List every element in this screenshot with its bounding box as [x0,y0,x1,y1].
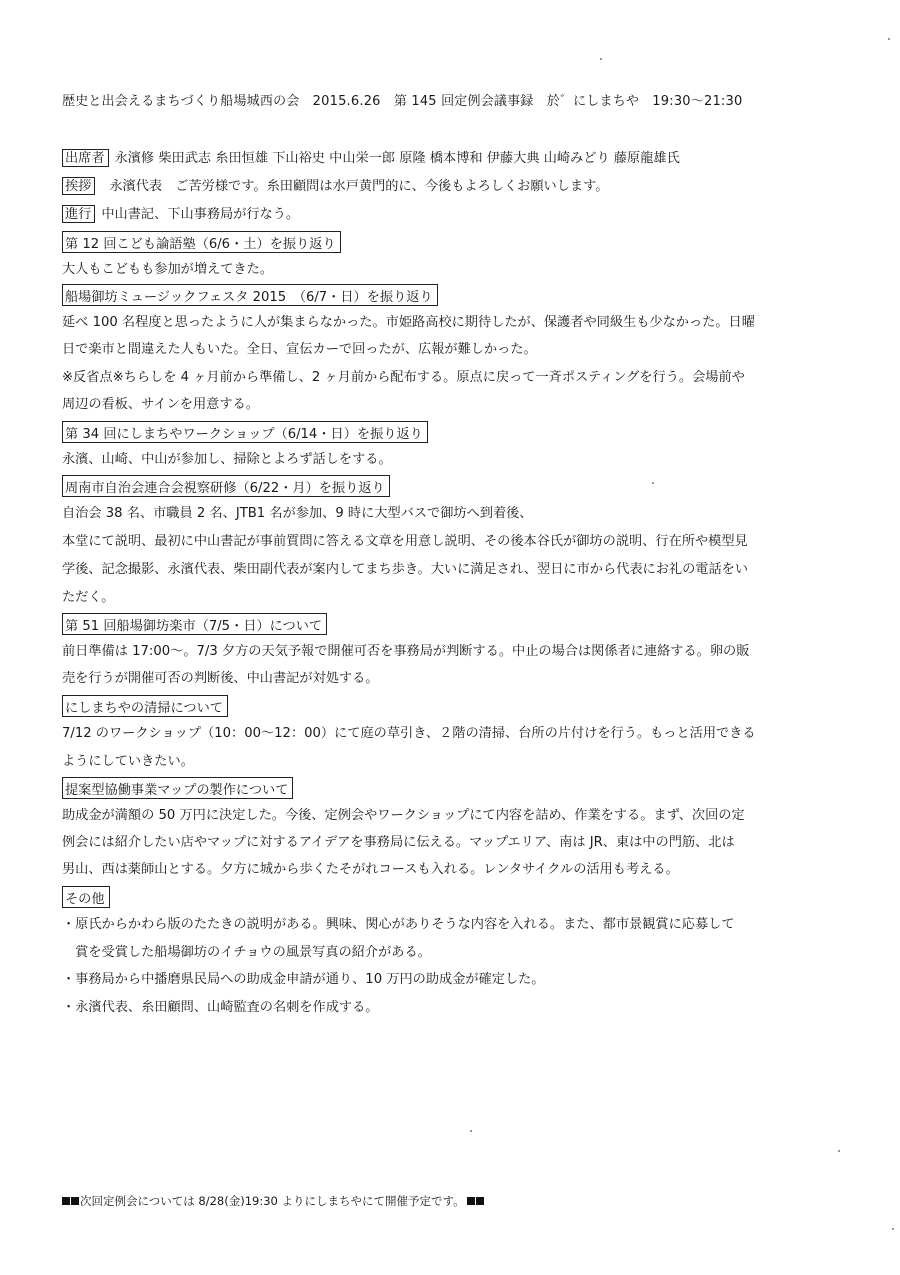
footer-note [62,1193,485,1209]
section-line: 本堂にて説明、最初に中山書記が事前質問に答える文章を用意し説明、その後本谷氏が御坊の説明、行在所や模型見 [62,534,748,549]
greeting-label: 挨拶 [62,177,95,195]
document-header: 歴史と出会えるまちづくり船場城西の会 2015.6.26 第 145 回定例会議事録 於゛にしまちや 19:30〜21:30 [62,94,743,109]
section-title: その他 [62,886,110,908]
section-title: 提案型協働事業マップの製作について [62,777,293,799]
progress-line [62,203,299,222]
scan-speck [652,482,654,484]
section-line: 男山、西は薬師山とする。夕方に城から歩くたそがれコースも入れる。レンタサイクルの活用も考える。 [62,862,679,877]
section-title: 第 51 回船場御坊楽市（7/5・日）について [62,613,327,635]
progress-text: 中山書記、下山事務局が行なう。 [101,207,300,222]
attendees-line [62,147,680,166]
section-title: 船場御坊ミュージックフェスタ 2015 （6/7・日）を振り返り [62,284,438,306]
scan-speck [888,38,890,40]
section-line: ・原氏からかわら版のたたきの説明がある。興味、関心がありそうな内容を入れる。また、都市景観賞に応募して [62,917,735,932]
greeting-text: 永濱代表 ご苦労様です。糸田顧問は水戸黄門的に、今後もよろしくお願いします。 [109,179,609,194]
square-bullet-icon [71,1197,79,1205]
section-line: ただく。 [62,590,115,605]
section-line: 延べ 100 名程度と思ったように人が集まらなかった。市姫路高校に期待したが、保護者や同級生も少なかった。日曜 [62,315,755,330]
section-line: ・永濱代表、糸田顧問、山崎監査の名刺を作成する。 [62,1000,379,1015]
section-line: ようにしていきたい。 [62,754,194,769]
section-line: ・事務局から中播磨県民局への助成金申請が通り、10 万円の助成金が確定した。 [62,972,545,987]
section-line: 大人もこどもも参加が増えてきた。 [62,262,273,277]
scan-speck [600,58,602,60]
attendees-text: 永濱修 柴田武志 糸田恒雄 下山裕史 中山栄一郎 原隆 橋本博和 伊藤大典 山崎みどり 藤原龍雄氏 [114,151,680,166]
square-bullet-icon [62,1197,70,1205]
scan-speck [892,1228,894,1230]
section-title: 第 12 回こども論語塾（6/6・土）を振り返り [62,231,341,253]
section-line: 学後、記念撮影、永濱代表、柴田副代表が案内してまち歩き。大いに満足され、翌日に市から代表にお礼の電話をい [62,562,749,577]
section-title: 周南市自治会連合会視察研修（6/22・月）を振り返り [62,475,390,497]
square-bullet-icon [467,1197,475,1205]
greeting-line [62,175,608,194]
progress-label: 進行 [62,205,95,223]
section-line: 日で楽市と間違えた人もいた。全日、宣伝カーで回ったが、広報が難しかった。 [62,342,537,357]
footer-text: 次回定例会については 8/28(金)19:30 よりにしまちやにて開催予定です。 [80,1194,465,1208]
section-title: 第 34 回にしまちやワークショップ（6/14・日）を振り返り [62,421,428,443]
scan-speck [838,1150,840,1152]
square-bullet-icon [476,1197,484,1205]
section-line: 例会には紹介したい店やマップに対するアイデアを事務局に伝える。マップエリア、南は JR、東は中の門筋、北は [62,835,735,850]
attendees-label: 出席者 [62,149,109,167]
scan-speck [470,1130,472,1132]
section-line: 自治会 38 名、市職員 2 名、JTB1 名が参加、9 時に大型バスで御坊へ到着後、 [62,506,533,521]
section-line: 売を行うが開催可否の判断後、中山書記が対処する。 [62,671,379,686]
section-line: 前日準備は 17:00〜。7/3 夕方の天気予報で開催可否を事務局が判断する。中止の場合は関係者に連絡する。卵の販 [62,644,750,659]
section-line: 助成金が満額の 50 万円に決定した。今後、定例会やワークショップにて内容を詰め、作業をする。まず、次回の定 [62,808,745,823]
section-line: 7/12 のワークショップ（10：00〜12：00）にて庭の草引き、２階の清掃、台所の片付けを行う。もっと活用できる [62,726,756,741]
section-title: にしまちやの清掃について [62,695,228,717]
section-line: ※反省点※ちらしを 4 ヶ月前から準備し、2 ヶ月前から配布する。原点に戻って一斉ポスティングを行う。会場前や [62,370,745,385]
section-line: 賞を受賞した船場御坊のイチョウの風景写真の紹介がある。 [62,945,431,960]
section-line: 周辺の看板、サインを用意する。 [62,397,259,412]
section-line: 永濱、山崎、中山が参加し、掃除とよろず話しをする。 [62,452,392,467]
